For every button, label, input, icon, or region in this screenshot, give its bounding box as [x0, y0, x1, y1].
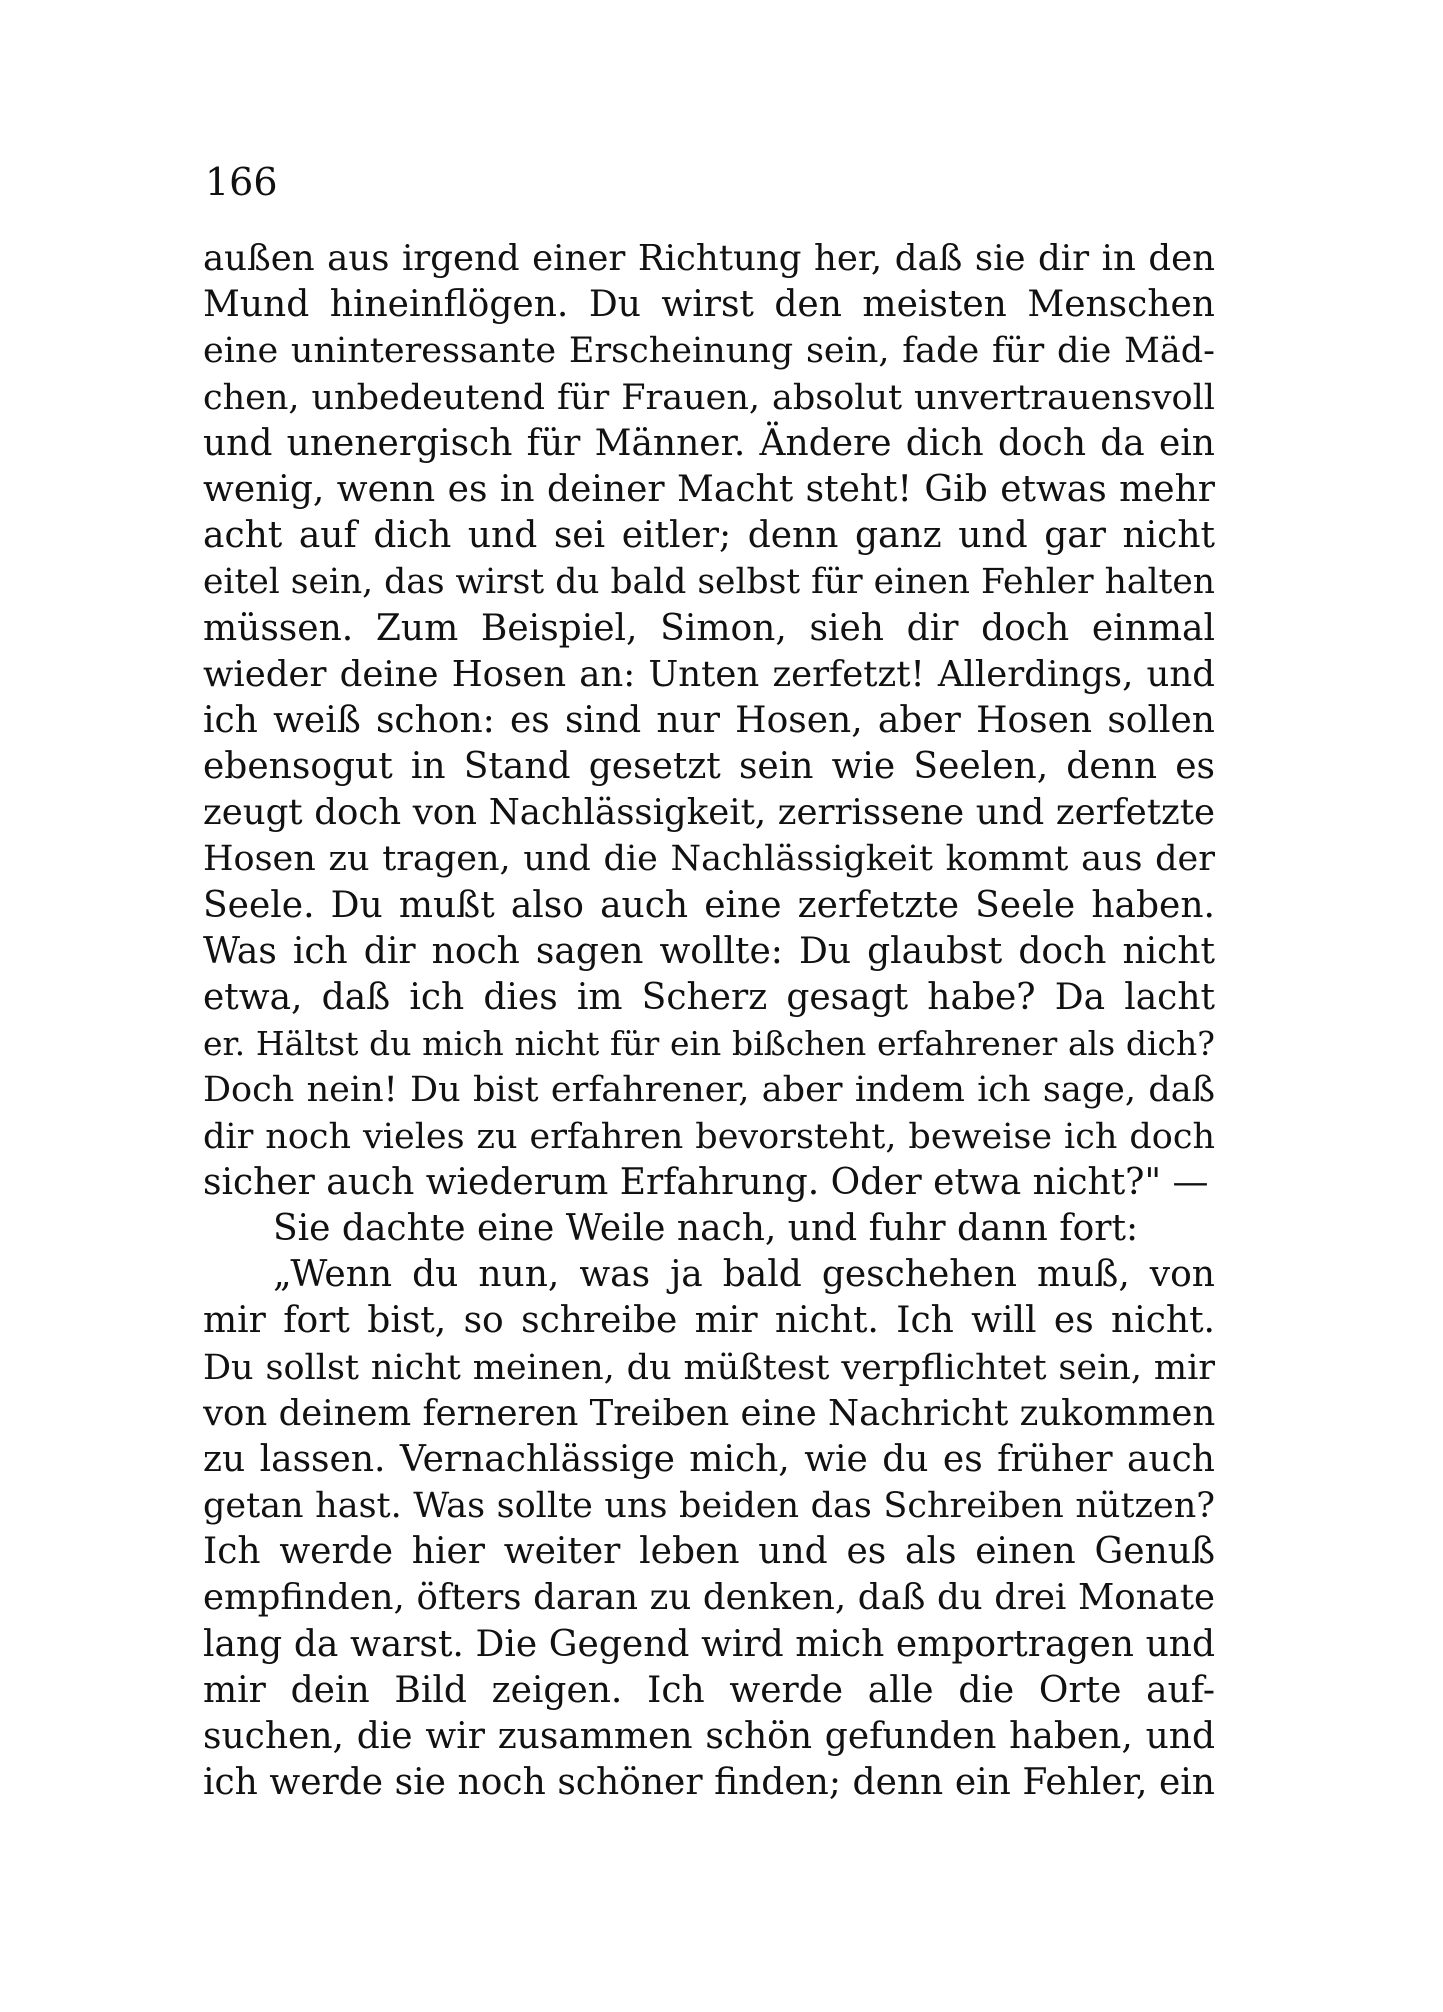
text-line: ich werde sie noch schöner finden; denn ein Fehler, ein [203, 1762, 1215, 1804]
text-line: getan hast. Was sollte uns beiden das Schreiben nützen? [203, 1486, 1215, 1527]
text-line: mir fort bist, so schreibe mir nicht. Ich will es nicht. [203, 1300, 1215, 1342]
text-line: Du sollst nicht meinen, du müßtest verpflichtet sein, mir [203, 1347, 1215, 1388]
text-line: Sie dachte eine Weile nach, und fuhr dann fort: [273, 1207, 1139, 1249]
text-line: er. Hältst du mich nicht für ein bißchen erfahrener als dich? [203, 1024, 1215, 1064]
text-line: dir noch vieles zu erfahren bevorsteht, beweise ich doch [203, 1116, 1215, 1157]
text-line: eitel sein, das wirst du bald selbst für einen Fehler halten [203, 562, 1215, 603]
text-line: „Wenn du nun, was ja bald geschehen muß, von [273, 1254, 1215, 1296]
text-line: Seele. Du mußt also auch eine zerfetzte Seele haben. [203, 884, 1215, 926]
text-line: Doch nein! Du bist erfahrener, aber indem ich sage, daß [203, 1070, 1215, 1111]
text-line: empfinden, öfters daran zu denken, daß du drei Monate [203, 1577, 1215, 1619]
text-line: mir dein Bild zeigen. Ich werde alle die Orte auf- [203, 1669, 1215, 1711]
text-line: Ich werde hier weiter leben und es als einen Genuß [203, 1531, 1215, 1573]
text-line: sicher auch wiederum Erfahrung. Oder etwa nicht?" — [203, 1161, 1209, 1203]
text-line: von deinem ferneren Treiben eine Nachricht zukommen [203, 1392, 1215, 1434]
body-text [203, 236, 1215, 1806]
text-line: Was ich dir noch sagen wollte: Du glaubst doch nicht [203, 930, 1215, 972]
text-line: Mund hineinflögen. Du wirst den meisten Menschen [203, 284, 1215, 326]
text-line: außen aus irgend einer Richtung her, daß sie dir in den [203, 238, 1215, 279]
text-line: und unenergisch für Männer. Ändere dich doch da ein [203, 422, 1215, 464]
text-line: suchen, die wir zusammen schön gefunden haben, und [203, 1716, 1215, 1757]
text-line: wenig, wenn es in deiner Macht steht! Gib etwas mehr [203, 468, 1215, 510]
text-line: ebensogut in Stand gesetzt sein wie Seelen, denn es [203, 746, 1215, 788]
text-line: müssen. Zum Beispiel, Simon, sieh dir doch einmal [203, 607, 1215, 649]
page-number: 166 [205, 160, 278, 204]
text-line: wieder deine Hosen an: Unten zerfetzt! Allerdings, und [203, 653, 1215, 695]
text-line: etwa, daß ich dies im Scherz gesagt habe? Da lacht [203, 977, 1215, 1018]
text-line: ich weiß schon: es sind nur Hosen, aber Hosen sollen [203, 699, 1215, 741]
text-line: eine uninteressante Erscheinung sein, fade für die Mäd- [203, 331, 1215, 372]
text-line: chen, unbedeutend für Frauen, absolut unvertrauensvoll [203, 377, 1215, 418]
text-line: zeugt doch von Nachlässigkeit, zerrissene und zerfetzte [203, 792, 1215, 834]
text-line: zu lassen. Vernachlässige mich, wie du es früher auch [203, 1438, 1215, 1480]
text-line: lang da warst. Die Gegend wird mich emportragen und [203, 1623, 1215, 1665]
text-line: Hosen zu tragen, und die Nachlässigkeit kommt aus der [203, 839, 1215, 880]
text-line: acht auf dich und sei eitler; denn ganz und gar nicht [203, 515, 1215, 557]
